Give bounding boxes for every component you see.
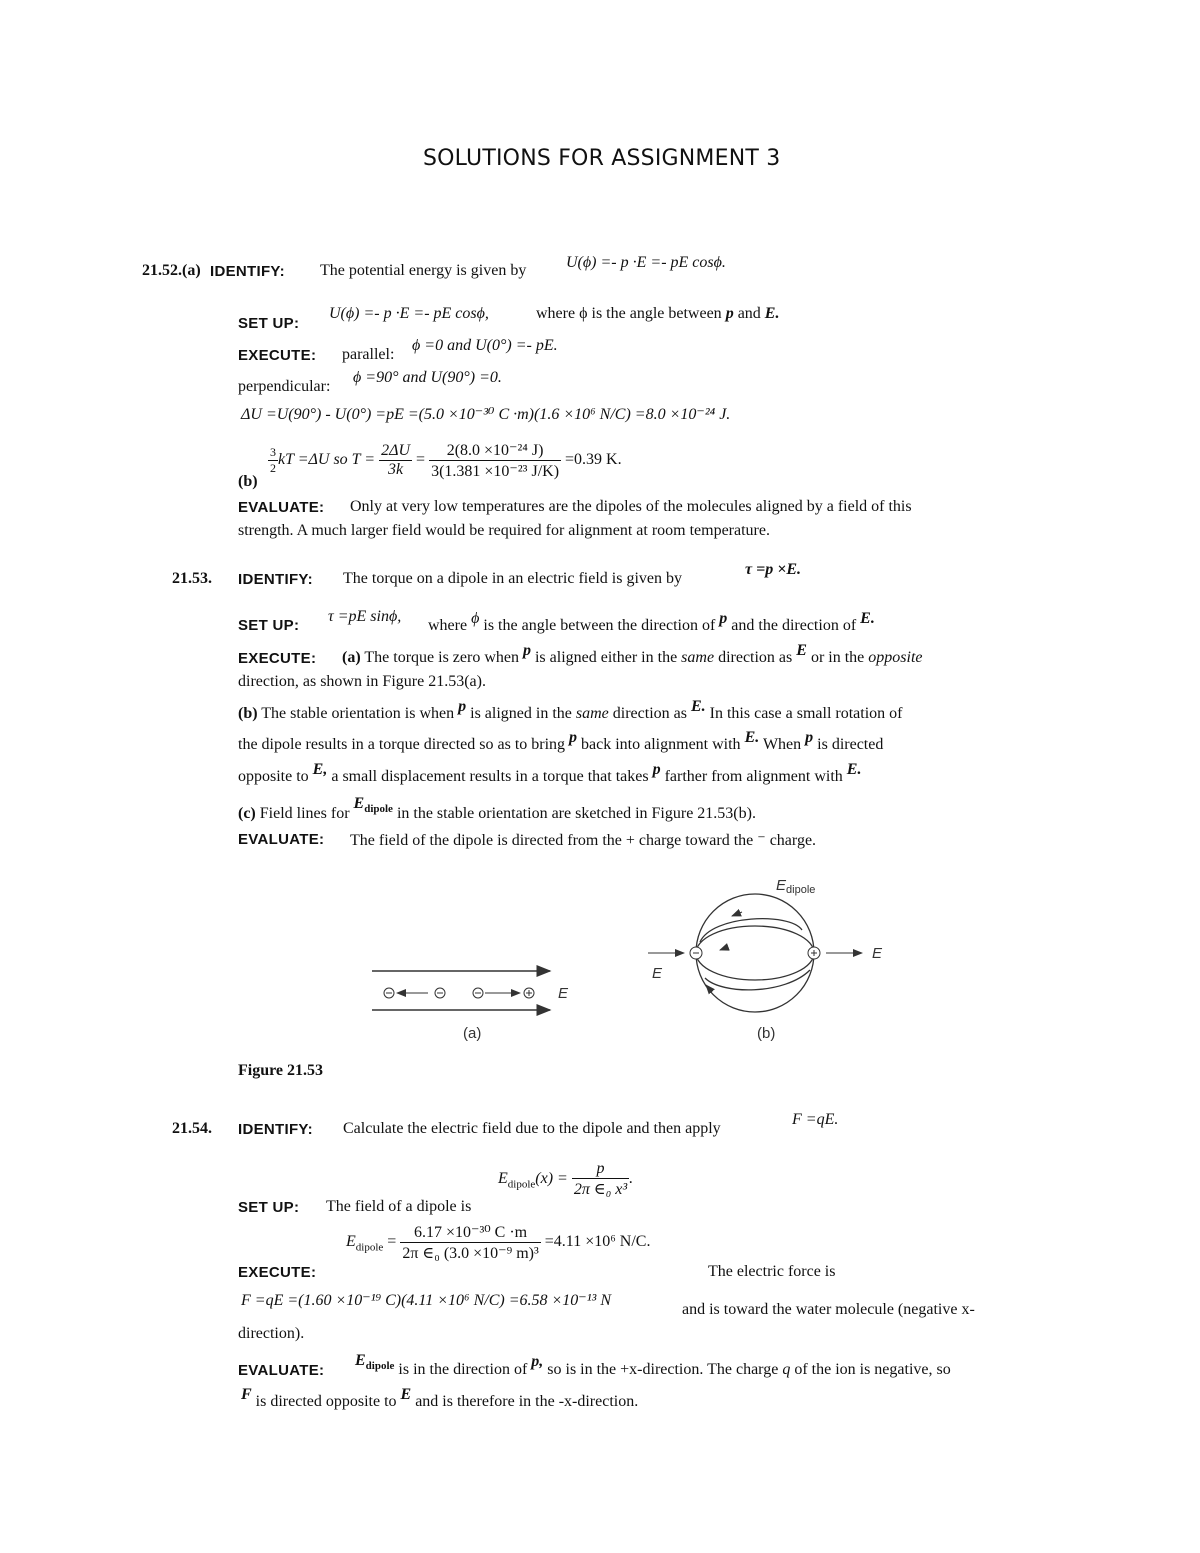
- force-law-equation: F =qE.: [792, 1111, 839, 1128]
- identify-text: The torque on a dipole in an electric field is given by: [343, 570, 682, 587]
- execute-label: EXECUTE:: [238, 650, 317, 667]
- figure-caption: Figure 21.53: [238, 1062, 324, 1079]
- parallel-label: parallel:: [342, 346, 395, 363]
- evaluate-line-1: $E_{dipole}$ is in the direction of p, so is in the +x-direction. The charge q of the ion is negative, so: [355, 1352, 951, 1378]
- force-text-2: direction).: [238, 1325, 305, 1342]
- setup-equation: U(ϕ) =- p ·E =- pE cosϕ,: [329, 305, 489, 322]
- dipole-field-equation: $E_{dipole}(x)$ = $\frac{p}{\text{2π ∈₀ x³}}$ .: [498, 1160, 634, 1198]
- identify-text: Calculate the electric field due to the dipole and then apply: [343, 1120, 721, 1137]
- evaluate-text-2: strength. A much larger field would be required for alignment at room temperature.: [238, 522, 770, 539]
- execute-text: The electric force is: [708, 1263, 836, 1280]
- execute-label: EXECUTE:: [238, 347, 317, 364]
- evaluate-text: The field of the dipole is directed from the + charge toward the ⁻ charge.: [350, 832, 817, 849]
- setup-label: SET UP:: [238, 617, 300, 634]
- parallel-equation: ϕ =0 and U(0°) =- pE.: [412, 337, 558, 354]
- fig-b-label: (b): [757, 1025, 776, 1042]
- figure-b: [648, 877, 883, 1042]
- evaluate-label: EVALUATE:: [238, 499, 325, 516]
- execute-a-text: (a) The torque is zero when p is aligned either in the same direction as E or in the opposite: [342, 642, 923, 666]
- delta-u-equation: ΔU =U(90°) - U(0°) =pE =(5.0 ×10⁻³⁰ C ·m)(1.6 ×10⁶ N/C) =8.0 ×10⁻²⁴ J.: [241, 406, 731, 423]
- evaluate-line-2: F is directed opposite to E and is therefore in the -x-direction.: [241, 1386, 639, 1410]
- identify-label: IDENTIFY:: [210, 263, 285, 280]
- setup-label: SET UP:: [238, 315, 300, 332]
- evaluate-label: EVALUATE:: [238, 1362, 325, 1379]
- part-b-line-2: the dipole results in a torque directed so as to bring p back into alignment with E. When p is directed: [238, 729, 884, 753]
- problem-number-21-54: 21.54.: [172, 1120, 212, 1137]
- kt-equation: $\frac{3}{2}$ kT =ΔU so T = $\frac{2\Delta U}{3k}$ = $\frac{\text{2(8.0 ×10⁻²⁴ J)}}{\text{3(1.381 ×10⁻²³ J/K)}}$ =0.39 K.: [270, 442, 622, 480]
- figure-21-53: [0, 860, 1200, 1050]
- execute-a-text-2: direction, as shown in Figure 21.53(a).: [238, 673, 486, 690]
- setup-text: The field of a dipole is: [326, 1198, 472, 1215]
- part-b-label: (b): [238, 473, 258, 490]
- fig-b-E-right: E: [872, 945, 883, 962]
- evaluate-text-1: Only at very low temperatures are the dipoles of the molecules aligned by a field of this: [350, 498, 912, 515]
- problem-number-21-52: 21.52.(a): [142, 262, 201, 279]
- figure-a: [372, 971, 569, 1042]
- evaluate-label: EVALUATE:: [238, 831, 325, 848]
- setup-text: where ϕ is the angle between the direction of p and the direction of E.: [428, 610, 875, 634]
- identify-label: IDENTIFY:: [238, 571, 313, 588]
- perpendicular-label: perpendicular:: [238, 378, 331, 395]
- problem-number-21-53: 21.53.: [172, 570, 212, 587]
- setup-label: SET UP:: [238, 1199, 300, 1216]
- fig-b-Edipole-label: $E_{dipole}$: [776, 877, 816, 896]
- execute-label: EXECUTE:: [238, 1264, 317, 1281]
- torque-equation: τ =p ×E.: [745, 561, 802, 578]
- setup-text: where ϕ is the angle between p and E.: [536, 305, 780, 322]
- setup-equation: τ =pE sinϕ,: [328, 608, 402, 625]
- identify-label: IDENTIFY:: [238, 1121, 313, 1138]
- page-title: SOLUTIONS FOR ASSIGNMENT 3: [423, 146, 781, 171]
- dipole-field-value-equation: $E_{dipole}$ = $\frac{\text{6.17 ×10⁻³⁰ C ·m}}{\text{2π ∈₀ (3.0 ×10⁻⁹ m)³}}$ =4.11 ×10⁶ N/C.: [346, 1224, 651, 1262]
- force-equation: F =qE =(1.60 ×10⁻¹⁹ C)(4.11 ×10⁶ N/C) =6.58 ×10⁻¹³ N: [241, 1292, 611, 1309]
- part-c-line: (c) Field lines for $E_{dipole}$ in the stable orientation are sketched in Figure 21.53(b).: [238, 795, 756, 822]
- identify-equation: U(ϕ) =- p ·E =- pE cosϕ.: [566, 254, 726, 271]
- part-b-line-3: opposite to E, a small displacement results in a torque that takes p farther from alignment with E.: [238, 761, 862, 785]
- identify-text: The potential energy is given by: [320, 262, 527, 279]
- perpendicular-equation: ϕ =90° and U(90°) =0.: [353, 369, 502, 386]
- part-b-line-1: (b) The stable orientation is when p is aligned in the same direction as E. In this case a small rotation of: [238, 698, 903, 722]
- fig-a-label: (a): [463, 1025, 482, 1042]
- fig-b-E-left: E: [652, 965, 663, 982]
- fig-a-E-label: E: [558, 985, 569, 1002]
- force-text-1: and is toward the water molecule (negative x-: [682, 1301, 975, 1318]
